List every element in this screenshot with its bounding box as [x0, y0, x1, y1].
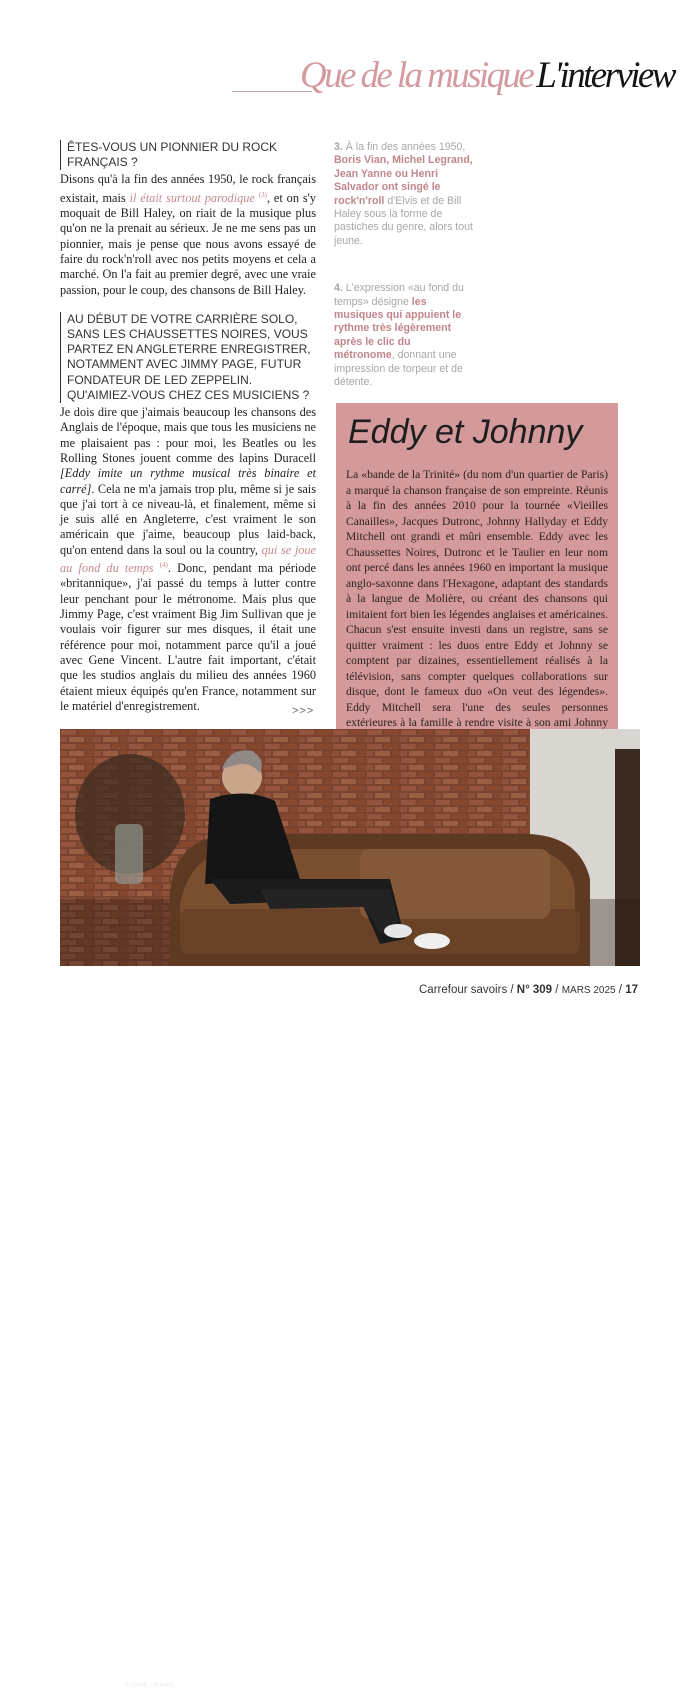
- page-header: [300, 52, 674, 100]
- note-ref-4[interactable]: (4): [159, 561, 168, 570]
- answer-1-text-b: , et on s'y moquait de Bill Haley, on riait de la musique plus qu'on ne la prenait au sérieux. Je ne me sens pas un pionnier, mais je pense que nous avons essayé de faire du rock'n'roll avec nos petits moyens et cela a marché. On l'a fait au premier degré, avec une vraie passion, pour le coup, des chansons de Bill Haley.: [60, 190, 317, 297]
- note-ref-3[interactable]: (3): [258, 190, 267, 199]
- answer-2-stage-note: [Eddy imite un rythme musical très binaire et carré]: [60, 466, 316, 496]
- sidebar-text: La «bande de la Trinité» (du nom d'un quartier de Paris) a marqué la chanson française de son empreinte. Réunis à la fin des années 2010 pour la tournée «Vieilles Canailles», Jacques Dutronc, Johnny Hallyday et Eddy Mitchell ont grandi et mûri ensemble. Eddy avec les Chaussettes Noires, Dutronc et le Taulier en leur nom ont percé dans les années 1960 en important la musique anglo-saxonne dans l'Hexagone, adaptant des standards à la langue de Molière, ou créant des chansons qui imitaient fort bien les légendes anglaises et américaines. Chacun s'est ensuite investi dans un registre, sans se quitter vraiment : les duos entre Eddy et Johnny se comptent par dizaines, essentiellement réalisés à la télévision, sans compter quelques collaborations sur disque, dont le fameux duo «On veut des légendes». Eddy Mitchell sera l'une des seules personnes extérieures à la famille à rendre visite à son ami Johnny: [346, 468, 608, 729]
- photo-credit: © YANN ORHAN: [124, 1683, 174, 1689]
- note-4-text-a: L'expression «au fond du temps» désigne: [334, 282, 464, 308]
- section-title: Que de la musique: [300, 55, 533, 96]
- answer-2-text-a: Je dois dire que j'aimais beaucoup les chansons des Anglais de l'époque, mais que tous les musiciens ne me plaisaient pas : pour moi, les Beatles ou les Rolling Stones jouent comme des lapins Duracell: [60, 405, 316, 465]
- issue-number: N° 309: [516, 984, 553, 996]
- answer-2: [60, 405, 316, 714]
- footnotes: [334, 141, 474, 390]
- interview-column: [60, 140, 316, 714]
- answer-1-text-a: Disons qu'à la fin des années 1950, le rock français existait, mais: [60, 172, 316, 205]
- note-4-emphasis: les musiques qui appuient le rythme très légèrement après le clic du métronome: [334, 295, 462, 362]
- answer-1: [60, 172, 316, 297]
- page-footer: Carrefour savoirs / N° 309 / MARS 2025 / 17: [419, 984, 638, 996]
- rubric-title: L'interview: [536, 55, 674, 96]
- answer-2-text-c: . Donc, pendant ma période «britannique», j'ai passé du temps à lutter contre leur penchant pour le métronome. Mais plus que Jimmy Page, c'est vraiment Big Jim Sullivan que je voulais voir figurer sur mes disques, il était une référence pour moi, notamment parce qu'il a joué avec Gene Vincent. L'autre fait important, c'était que les studios anglais du milieu des années 1960 étaient mieux équipés qu'en France, notamment sur le matériel d'enregistrement.: [60, 561, 316, 713]
- note-3-number: 3.: [334, 141, 343, 153]
- note-3: [334, 141, 474, 248]
- answer-2-highlight: qui se joue au fond du temps: [60, 542, 316, 576]
- note-4-number: 4.: [334, 282, 343, 295]
- answer-1-highlight: il était surtout parodique: [129, 190, 255, 205]
- magazine-name: Carrefour savoirs: [419, 984, 508, 996]
- question-1: ÊTES-VOUS UN PIONNIER DU ROCK FRANÇAIS ?: [60, 140, 316, 170]
- note-4-text-b: , donnant une impression de torpeur et de détente.: [334, 349, 463, 389]
- note-3-emphasis: Boris Vian, Michel Legrand, Jean Yanne ou Henri Salvador ont singé le rock'n'roll: [334, 154, 473, 207]
- question-2: AU DÉBUT DE VOTRE CARRIÈRE SOLO, SANS LES CHAUSSETTES NOIRES, VOUS PARTEZ EN ANGLETERRE ENREGISTRER, NOTAMMENT AVEC JIMMY PAGE, FUTUR FONDATEUR DE LED ZEPPELIN. QU'AIMIEZ-VOUS CHEZ CES MUSICIENS ?: [60, 312, 316, 403]
- page-number: 17: [625, 984, 638, 996]
- photo-illustration: [60, 729, 640, 966]
- note-4: [334, 282, 474, 389]
- issue-date: MARS 2025: [561, 985, 616, 996]
- note-3-text-b: d'Elvis et de Bill Haley sous la forme de pastiches du genre, alors tout jeune.: [334, 194, 473, 247]
- answer-2-text-b: . Cela ne m'a jamais trop plu, même si je sais que j'ai tort à ce niveau-là, et finalement, même si je suis allé en Angleterre, c'est vraiment le son américain que j'aime, beaucoup plus laid-back, qu'on entend dans la soul ou la country,: [60, 481, 316, 557]
- sidebar-title: Eddy et Johnny: [348, 413, 583, 451]
- sidebar-box: [336, 403, 618, 784]
- continue-marker[interactable]: >>>: [292, 705, 315, 717]
- note-3-text-a: À la fin des années 1950,: [345, 141, 466, 153]
